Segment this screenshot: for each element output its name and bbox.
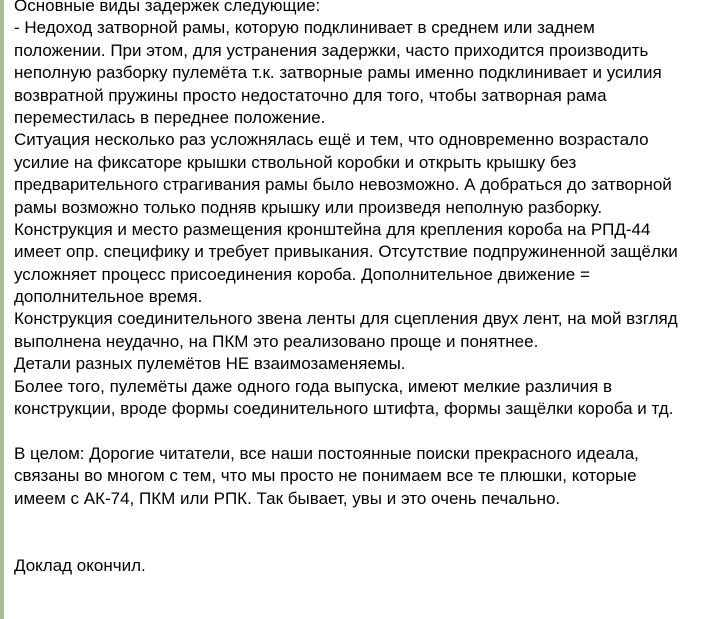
conclusion-line: В целом: Дорогие читатели, все наши постоянные поиски прекрасного идеала, [14, 443, 639, 463]
message-line: предварительного страгивания рамы было невозможно. А добраться до затворной [14, 175, 672, 195]
paragraph-gap [14, 532, 720, 554]
message-line: возвратной пружины просто недостаточно для того, чтобы затворная рама [14, 85, 607, 105]
message-line: переместилась в переднее положение. [14, 107, 326, 127]
message-line: усилие на фиксаторе крышки ствольной коробки и открыть крышку без [14, 152, 577, 172]
message-line: Конструкция и место размещения кронштейна для крепления короба на РПД-44 [14, 219, 651, 239]
conclusion-line: имеем с АК-74, ПКМ или РПК. Так бывает, увы и это очень печально. [14, 488, 561, 508]
message-line: конструкции, вроде формы соединительного штифта, формы защёлки короба и тд. [14, 399, 674, 419]
signoff-line: Доклад окончил. [14, 555, 146, 575]
message-line: неполную разборку пулемёта т.к. затворные рамы именно подклинивает и усилия [14, 63, 662, 83]
message-line: Детали разных пулемётов НЕ взаимозаменяемы. [14, 354, 406, 374]
message-line: Конструкция соединительного звена ленты для сцепления двух лент, на мой взгляд [14, 309, 678, 329]
message-line: дополнительное время. [14, 287, 203, 307]
message-line: выполнена неудачно, на ПКМ это реализовано проще и понятнее. [14, 331, 539, 351]
message-text [14, 0, 720, 577]
message-line: имеет опр. специфику и требует привыкания. Отсутствие подпружиненной защёлки [14, 242, 678, 262]
message-line: рамы возможно только подняв крышку или произведя неполную разборку. [14, 197, 603, 217]
message-line: - Недоход затворной рамы, которую подклинивает в среднем или заднем [14, 18, 595, 38]
paragraph-gap [14, 420, 720, 442]
message-line: Более того, пулемёты даже одного года выпуска, имеют мелкие различия в [14, 376, 613, 396]
message-line: положении. При этом, для устранения задержки, часто приходится производить [14, 40, 649, 60]
message-line: Основные виды задержек следующие: [14, 0, 321, 15]
paragraph-gap [14, 510, 720, 532]
message-line: усложняет процесс присоединения короба. Дополнительное движение = [14, 264, 590, 284]
message-line: Ситуация несколько раз усложнялась ещё и тем, что одновременно возрастало [14, 130, 649, 150]
conclusion-line: связаны во многом с тем, что мы просто не понимаем все те плюшки, которые [14, 466, 637, 486]
